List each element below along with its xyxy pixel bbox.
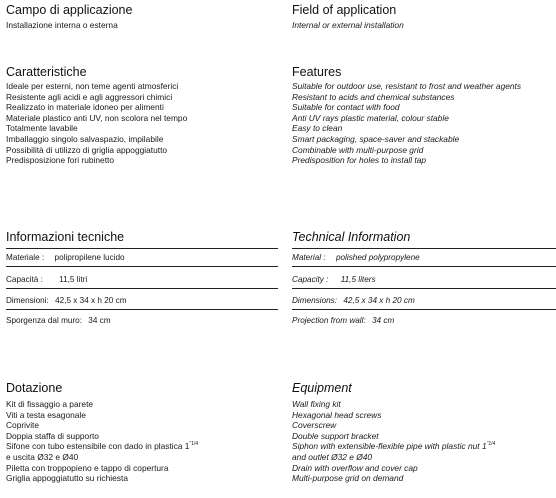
tech-label: Materiale : <box>6 253 45 262</box>
tech-value: polipropilene lucido <box>54 253 125 262</box>
heading-features: Features <box>292 65 342 79</box>
features-line: Easy to clean <box>292 123 343 134</box>
tech-row-capacity <box>292 275 556 285</box>
dotazione-text: Sifone con tubo estensibile con dado in plastica 1 <box>6 441 190 452</box>
section-caratteristiche <box>6 65 278 166</box>
divider <box>292 309 556 310</box>
features-line: Anti UV rays plastic material, colour stable <box>292 112 449 123</box>
caratteristiche-line: Predisposizione fori rubinetto <box>6 155 115 166</box>
heading-caratteristiche: Caratteristiche <box>6 65 87 79</box>
divider <box>292 266 556 267</box>
tech-label: Capacità : <box>6 275 43 284</box>
features-line: Smart packaging, space-saver and stackable <box>292 133 460 144</box>
section-tecniche <box>6 230 278 325</box>
dotazione-line: Griglia appoggiatutto su richiesta <box>6 473 128 484</box>
equipment-line: and outlet Ø32 e Ø40 <box>292 451 373 462</box>
features-line: Predisposition for holes to install tap <box>292 155 427 166</box>
equipment-line: Hexagonal head screws <box>292 409 382 420</box>
caratteristiche-line: Totalmente lavabile <box>6 123 78 134</box>
caratteristiche-line: Resistente agli acidi e agli aggressori chimici <box>6 91 173 102</box>
section-field <box>292 3 556 30</box>
dotazione-line: e uscita Ø32 e Ø40 <box>6 451 79 462</box>
equipment-line <box>292 441 556 452</box>
dotazione-line: Piletta con troppopieno e tappo di copertura <box>6 462 169 473</box>
caratteristiche-line: Materiale plastico anti UV, non scolora nel tempo <box>6 112 188 123</box>
equipment-text: Siphon with extensible-flexible pipe with plastic nut 1 <box>292 441 487 452</box>
tech-value: 11,5 liters <box>340 275 376 284</box>
features-line: Suitable for outdoor use, resistant to frost and weather agents <box>292 81 522 91</box>
tech-row-material <box>292 253 556 263</box>
tech-row-sporgenza <box>6 316 278 326</box>
section-technical <box>292 230 556 325</box>
divider <box>6 288 278 289</box>
section-features <box>292 65 556 166</box>
caratteristiche-line: Possibilità di utilizzo di griglia appoggiatutto <box>6 144 168 155</box>
heading-technical: Technical Information <box>292 230 411 244</box>
heading-campo: Campo di applicazione <box>6 3 133 17</box>
tech-row-dimensions <box>292 296 556 306</box>
tech-label: Dimensioni: <box>6 296 49 305</box>
divider <box>6 309 278 310</box>
divider <box>6 248 278 249</box>
tech-row-dimensioni <box>6 296 278 306</box>
equipment-line: Drain with overflow and cover cap <box>292 462 418 473</box>
tech-value: 42,5 x 34 x h 20 cm <box>55 296 127 305</box>
tech-row-capacita <box>6 275 278 285</box>
tech-label: Sporgenza dal muro: <box>6 316 83 325</box>
tech-value: 34 cm <box>372 316 395 325</box>
tech-label: Capacity : <box>292 275 329 284</box>
caratteristiche-line: Realizzato in materiale idoneo per alimenti <box>6 102 164 113</box>
tech-label: Projection from wall: <box>292 316 366 325</box>
equipment-line: Double support bracket <box>292 430 379 441</box>
dotazione-line: Doppia staffa di supporto <box>6 430 99 441</box>
tech-row-materiale <box>6 253 278 263</box>
dotazione-line <box>6 441 278 452</box>
section-dotazione <box>6 381 278 484</box>
tech-value: polished polypropylene <box>335 253 420 262</box>
equipment-line: Multi-purpose grid on demand <box>292 473 404 484</box>
divider <box>292 288 556 289</box>
dotazione-line: Coprivite <box>6 420 40 431</box>
divider <box>6 266 278 267</box>
caratteristiche-line: Ideale per esterni, non teme agenti atmosferici <box>6 81 179 91</box>
features-line: Resistant to acids and chemical substances <box>292 91 455 102</box>
tech-row-projection <box>292 316 556 326</box>
tech-label: Material : <box>292 253 326 262</box>
heading-field: Field of application <box>292 3 397 17</box>
features-line: Combinable with multi-purpose grid <box>292 144 424 155</box>
heading-dotazione: Dotazione <box>6 381 63 395</box>
equipment-line: Wall fixing kit <box>292 399 341 409</box>
superscript: "1/4 <box>189 441 199 448</box>
heading-tecniche: Informazioni tecniche <box>6 230 125 244</box>
tech-label: Dimensions: <box>292 296 338 305</box>
campo-line: Installazione interna o esterna <box>6 20 118 30</box>
dotazione-line: Kit di fissaggio a parete <box>6 399 94 409</box>
heading-equipment: Equipment <box>292 381 352 395</box>
section-campo <box>6 3 278 30</box>
tech-value: 11,5 litri <box>59 275 88 284</box>
features-line: Suitable for contact with food <box>292 102 400 113</box>
field-line: Internal or external installation <box>292 20 404 30</box>
dotazione-line: Viti a testa esagonale <box>6 409 86 420</box>
tech-value: 42,5 x 34 x h 20 cm <box>343 296 415 305</box>
section-equipment <box>292 381 556 484</box>
superscript: "1/4 <box>486 441 496 448</box>
divider <box>292 248 556 249</box>
equipment-line: Coverscrew <box>292 420 337 431</box>
caratteristiche-line: Imballaggio singolo salvaspazio, impilabile <box>6 133 164 144</box>
tech-value: 34 cm <box>88 316 111 325</box>
